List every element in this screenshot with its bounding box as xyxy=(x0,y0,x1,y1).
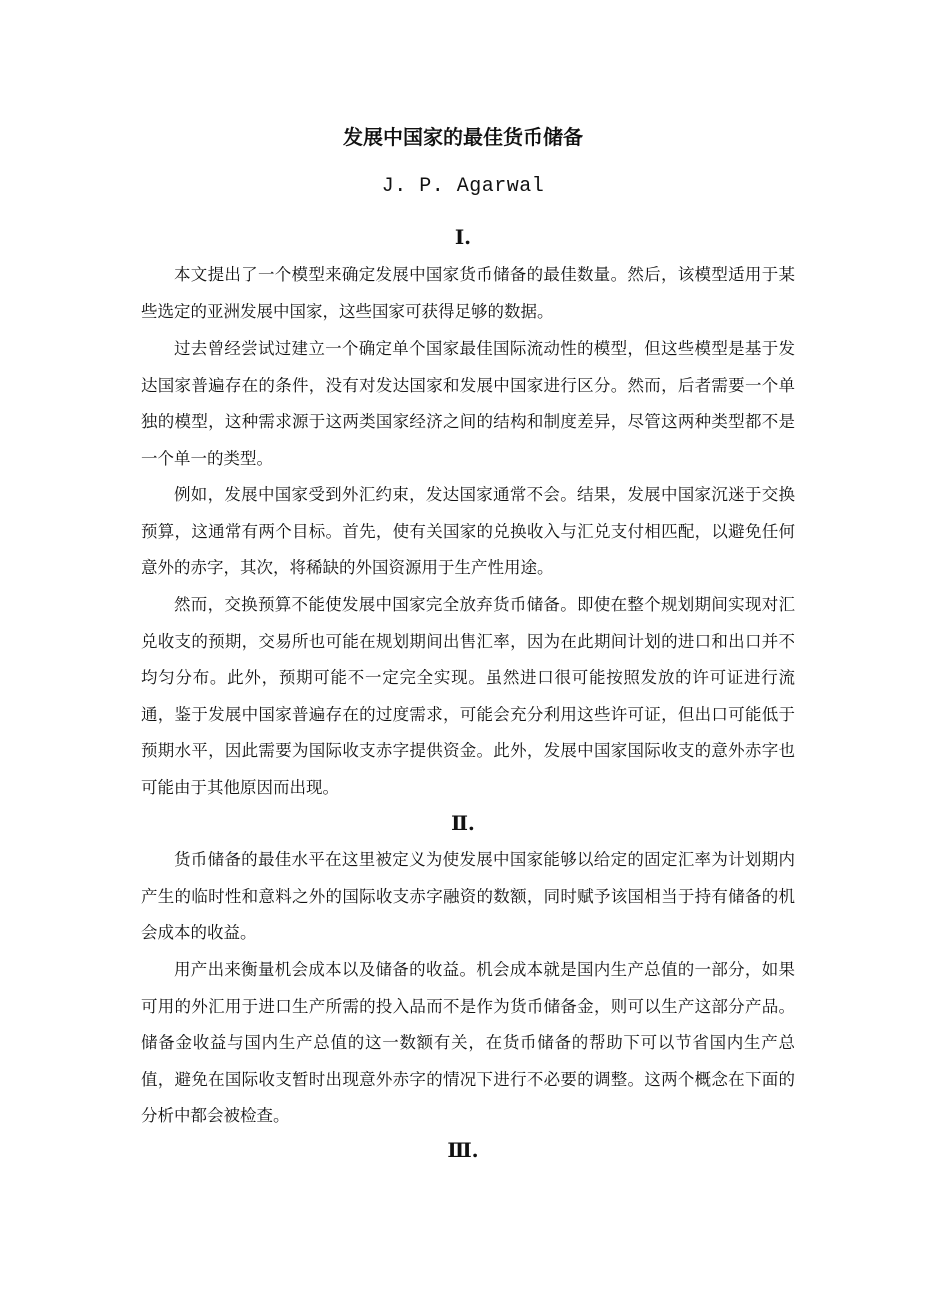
section-1-paragraph-3: 例如，发展中国家受到外汇约束，发达国家通常不会。结果，发展中国家沉迷于交换预算，这通常有两个目标。首先，使有关国家的兑换收入与汇兑支付相匹配，以避免任何意外的赤字，其次，将稀缺的外国资源用于生产性用途。 xyxy=(141,485,795,578)
section-heading-2: Ⅱ. xyxy=(451,811,475,835)
section-heading-3: Ⅲ. xyxy=(447,1138,479,1162)
section-1-paragraph-4: 然而，交换预算不能使发展中国家完全放弃货币储备。即使在整个规划期间实现对汇兑收支的预期，交易所也可能在规划期间出售汇率，因为在此期间计划的进口和出口并不均匀分布。此外，预期可能不一定完全实现。虽然进口很可能按照发放的许可证进行流通，鉴于发展中国家普遍存在的过度需求，可能会充分利用这些许可证，但出口可能低于预期水平，因此需要为国际收支赤字提供资金。此外，发展中国家国际收支的意外赤字也可能由于其他原因而出现。 xyxy=(141,595,795,797)
section-1-paragraph-2: 过去曾经尝试过建立一个确定单个国家最佳国际流动性的模型，但这些模型是基于发达国家普遍存在的条件，没有对发达国家和发展中国家进行区分。然而，后者需要一个单独的模型，这种需求源于这两类国家经济之间的结构和制度差异，尽管这两种类型都不是一个单一的类型。 xyxy=(141,339,795,468)
author-name: J. P. Agarwal xyxy=(381,175,545,198)
document-title: 发展中国家的最佳货币储备 xyxy=(343,125,583,149)
section-heading-1: Ⅰ. xyxy=(454,225,472,249)
section-2-paragraph-2: 用产出来衡量机会成本以及储备的收益。机会成本就是国内生产总值的一部分，如果可用的外汇用于进口生产所需的投入品而不是作为货币储备金，则可以生产这部分产品。储备金收益与国内生产总值的这一数额有关，在货币储备的帮助下可以节省国内生产总值，避免在国际收支暂时出现意外赤字的情况下进行不必要的调整。这两个概念在下面的分析中都会被检查。 xyxy=(141,960,795,1126)
section-2-paragraph-1: 货币储备的最佳水平在这里被定义为使发展中国家能够以给定的固定汇率为计划期内产生的临时性和意料之外的国际收支赤字融资的数额，同时赋予该国相当于持有储备的机会成本的收益。 xyxy=(141,850,795,943)
section-1-paragraph-1: 本文提出了一个模型来确定发展中国家货币储备的最佳数量。然后，该模型适用于某些选定的亚洲发展中国家，这些国家可获得足够的数据。 xyxy=(141,265,795,321)
